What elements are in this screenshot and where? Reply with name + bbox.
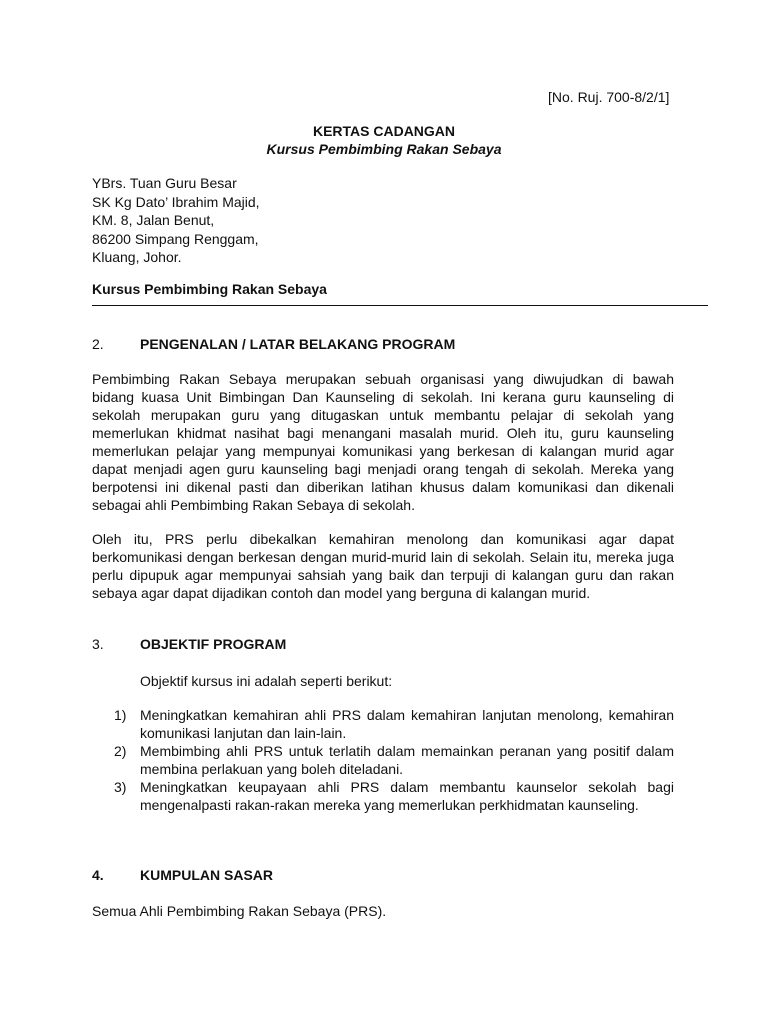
list-item-line: Membimbing ahli PRS untuk terlatih dalam memainkan peranan yang positif dalam (140, 743, 674, 759)
target-group-text: Semua Ahli Pembimbing Rakan Sebaya (PRS). (92, 903, 387, 919)
section-4-number: 4. (92, 867, 104, 883)
list-item-line: Meningkatkan kemahiran ahli PRS dalam kemahiran lanjutan menolong, kemahiran (140, 707, 674, 723)
paragraph-line: berpotensi ini dikenal pasti dan diberikan latihan khusus dalam komunikasi dan dikenali (92, 479, 674, 495)
list-item-line: membina perlakuan yang boleh diteladani. (140, 761, 404, 777)
list-item-number: 1) (114, 707, 127, 723)
paragraph-line: sebagai ahli Pembimbing Rakan Sebaya di sekolah. (92, 497, 415, 513)
list-item-number: 3) (114, 779, 127, 795)
address-line: Kluang, Johor. (92, 249, 182, 265)
section-3-number: 3. (92, 636, 104, 652)
section-2-paragraph-2 (92, 530, 674, 602)
paragraph-line: memerlukan khidmat nasihat bagi menangani masalah murid. Oleh itu, guru kaunseling (92, 425, 674, 441)
objectives-intro: Objektif kursus ini adalah seperti berikut: (140, 673, 393, 689)
paragraph-line: perlu dipupuk agar mempunyai sahsiah yang baik dan terpuji di kalangan guru dan rakan (92, 567, 674, 583)
paragraph-line: bidang kuasa Unit Bimbingan Dan Kaunseling di sekolah. Ini kerana guru kaunseling di (92, 389, 674, 405)
list-item (92, 778, 674, 814)
paragraph-line: berkomunikasi dengan berkesan dengan murid-murid lain di sekolah. Selain itu, mereka juga (92, 549, 674, 565)
paragraph-line: dapat menjadi agen guru kaunseling bagi menjadi orang tengah di sekolah. Mereka yang (92, 461, 674, 477)
paragraph-line: memerlukan pelajar yang mempunyai komunikasi yang berkesan di kalangan murid agar (92, 443, 674, 459)
section-2-paragraph-1 (92, 370, 674, 514)
document-subtitle: Kursus Pembimbing Rakan Sebaya (266, 141, 502, 157)
document-title: KERTAS CADANGAN (312, 123, 456, 139)
reference-number: [No. Ruj. 700-8/2/1] (548, 89, 670, 105)
horizontal-rule (92, 305, 708, 306)
address-line: YBrs. Tuan Guru Besar (92, 175, 237, 191)
paragraph-line: Pembimbing Rakan Sebaya merupakan sebuah organisasi yang diwujudkan di bawah (92, 371, 674, 387)
section-3-heading: OBJEKTIF PROGRAM (140, 636, 287, 652)
list-item (92, 706, 674, 742)
list-item-number: 2) (114, 743, 127, 759)
subject-line: Kursus Pembimbing Rakan Sebaya (92, 281, 327, 297)
section-2-number: 2. (92, 336, 104, 352)
paragraph-line: sekolah merupakan guru yang ditugaskan untuk membantu pelajar di sekolah yang (92, 407, 674, 423)
address-line: SK Kg Dato’ Ibrahim Majid, (92, 193, 260, 210)
objectives-list (92, 706, 674, 814)
section-2-heading: PENGENALAN / LATAR BELAKANG PROGRAM (140, 336, 456, 352)
address-line: 86200 Simpang Renggam, (92, 230, 259, 247)
paragraph-line: sebaya agar dapat dijadikan contoh dan model yang berguna di kalangan murid. (92, 585, 591, 601)
list-item-line: komunikasi lanjutan dan lain-lain. (140, 725, 347, 741)
list-item-line: mengenalpasti rakan-rakan mereka yang memerlukan perkhidmatan kaunseling. (140, 797, 639, 813)
section-4-heading: KUMPULAN SASAR (140, 867, 273, 883)
paragraph-line: Oleh itu, PRS perlu dibekalkan kemahiran menolong dan komunikasi agar dapat (92, 531, 674, 547)
address-line: KM. 8, Jalan Benut, (92, 212, 215, 228)
recipient-address (92, 174, 260, 267)
list-item (92, 742, 674, 778)
list-item-line: Meningkatkan keupayaan ahli PRS dalam membantu kaunselor sekolah bagi (140, 779, 674, 795)
